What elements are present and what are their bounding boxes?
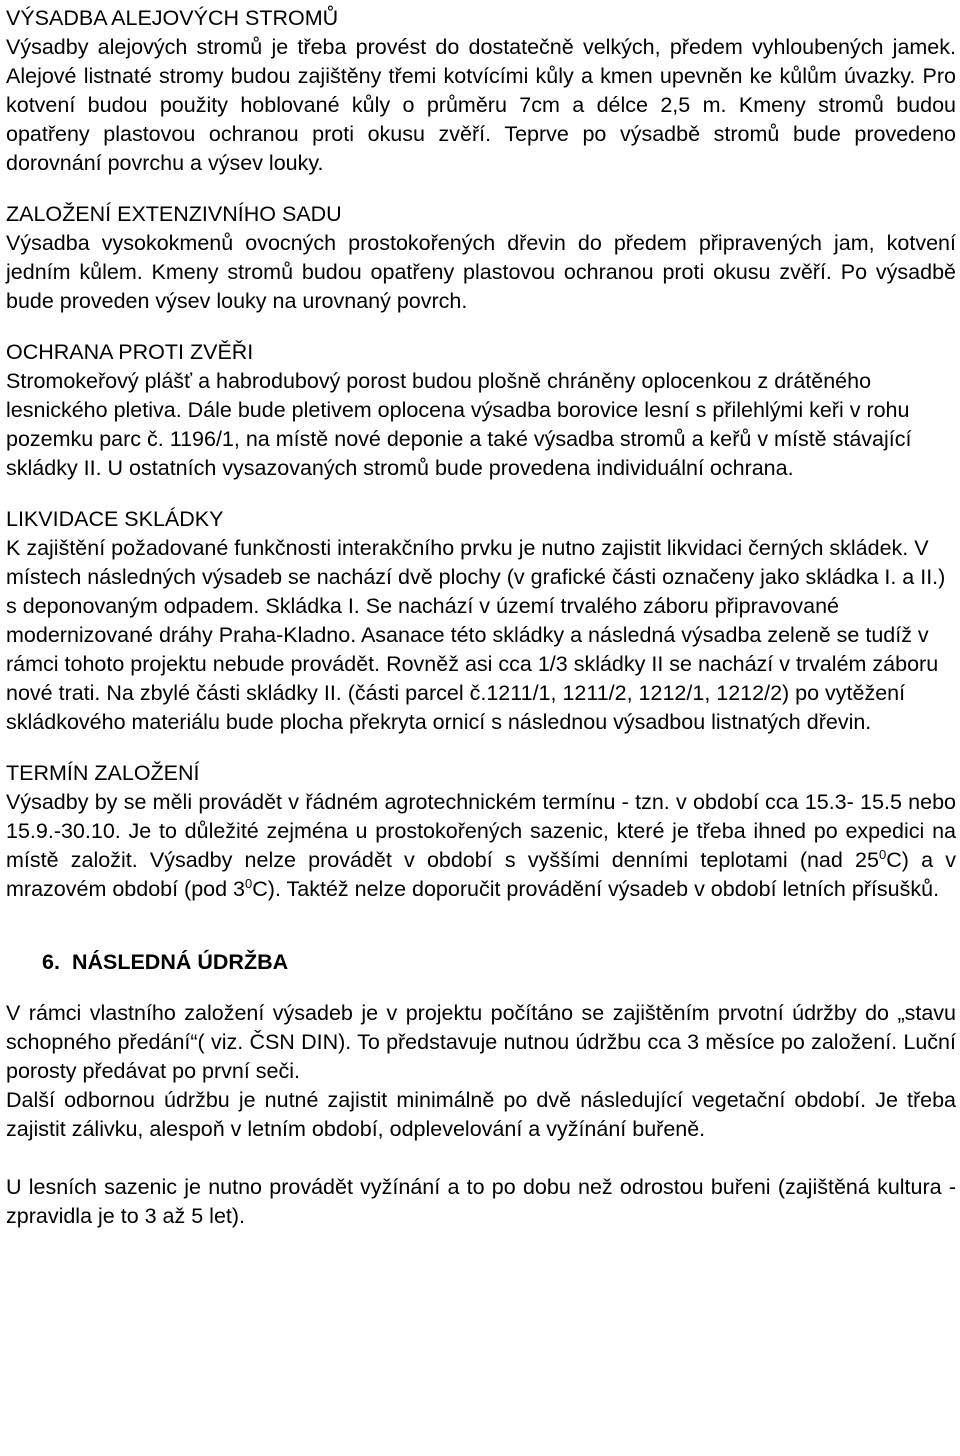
chapter-heading — [6, 948, 956, 977]
section-planting-term — [6, 759, 956, 904]
body-text: C) a v mrazovém období (pod 3 — [6, 848, 956, 901]
paragraph: U lesních sazenic je nutno provádět vyžínání a to po dobu než odrostou buřeni (zajištěná kultura - zpravidla je to 3 až 5 let). — [6, 1175, 956, 1228]
chapter-title: NÁSLEDNÁ ÚDRŽBA — [71, 950, 289, 974]
section-body: Výsadby alejových stromů je třeba provést do dostatečně velkých, předem vyhloubených jamek. Alejové listnaté stromy budou zajištěny třemi kotvícími kůly a kmen upevněn ke kůlům úvazky. Pro kotvení budou použity hoblované kůly o průměru 7cm a délce 2,5 m. Kmeny stromů budou opatřeny plastovou ochranou proti okusu zvěří. Teprve po výsadbě stromů bude provedeno dorovnání povrchu a výsev louky. — [6, 35, 956, 175]
spacer — [6, 1144, 956, 1173]
section-body — [6, 788, 956, 904]
section-dump-removal — [6, 505, 956, 737]
superscript: 0 — [878, 846, 887, 862]
section-heading: LIKVIDACE SKLÁDKY — [6, 507, 224, 531]
section-alley-trees — [6, 4, 956, 178]
body-text: Výsadby by se měli provádět v řádném agrotechnickém termínu - tzn. v období cca 15.3- 15.5 nebo 15.9.-30.10. Je to důležité zejména u prostokořených sazenic, které je třeba ihned po expedici na místě založit. Výsadby nelze provádět v období s vyššími denními teplotami (nad 25 — [6, 790, 956, 872]
body-text: C). Taktéž nelze doporučit provádění výsadeb v období letních přísušků. — [252, 877, 940, 901]
section-body: K zajištění požadované funkčnosti interakčního prvku je nutno zajistit likvidaci černých skládek. V místech následných výsadeb se nachází dvě plochy (v grafické části označeny jako skládka I. a II.) s deponovaným odpadem. Skládka I. Se nachází v území trvalého záboru připravované modernizované dráhy Praha-Kladno. Asanace této skládky a následná výsadba zeleně se tudíž v rámci tohoto projektu nebude provádět. Rovněž asi cca 1/3 skládky II se nachází v trvalém záboru nové trati. Na zbylé části skládky II. (části parcel č.1211/1, 1211/2, 1212/1, 1212/2) po vytěžení skládkového materiálu bude plocha překryta ornicí s následnou výsadbou listnatých dřevin. — [6, 536, 946, 734]
chapter-number: 6. — [42, 950, 60, 974]
paragraph: V rámci vlastního založení výsadeb je v projektu počítáno se zajištěním prvotní údržby do „stavu schopného předání“( viz. ČSN DIN). To představuje nutnou údržbu cca 3 měsíce po založení. Luční porosty předávat po první seči. — [6, 1001, 956, 1083]
section-heading: OCHRANA PROTI ZVĚŘI — [6, 340, 254, 364]
section-heading: TERMÍN ZALOŽENÍ — [6, 761, 200, 785]
maintenance-section — [6, 999, 956, 1231]
section-body: Stromokeřový plášť a habrodubový porost budou plošně chráněny oplocenkou z drátěného lesnického pletiva. Dále bude pletivem oplocena výsadba borovice lesní s přilehlými keři v rohu pozemku parc č. 1196/1, na místě nové deponie a také výsadba stromů a keřů v místě stávající skládky II. U ostatních vysazovaných stromů bude provedena individuální ochrana. — [6, 369, 912, 480]
section-body: Výsadba vysokokmenů ovocných prostokořených dřevin do předem připravených jam, kotvení jedním kůlem. Kmeny stromů budou opatřeny plastovou ochranou proti okusu zvěří. Po výsadbě bude proveden výsev louky na urovnaný povrch. — [6, 231, 956, 313]
section-heading: VÝSADBA ALEJOVÝCH STROMŮ — [6, 6, 339, 30]
section-heading: ZALOŽENÍ EXTENZIVNÍHO SADU — [6, 202, 342, 226]
superscript: 0 — [245, 875, 253, 891]
section-extensive-orchard — [6, 200, 956, 316]
paragraph: Další odbornou údržbu je nutné zajistit minimálně po dvě následující vegetační období. Je třeba zajistit zálivku, alespoň v letním období, odplevelování a vyžínání buřeně. — [6, 1088, 956, 1141]
section-game-protection — [6, 338, 956, 483]
document-page — [6, 4, 956, 1231]
